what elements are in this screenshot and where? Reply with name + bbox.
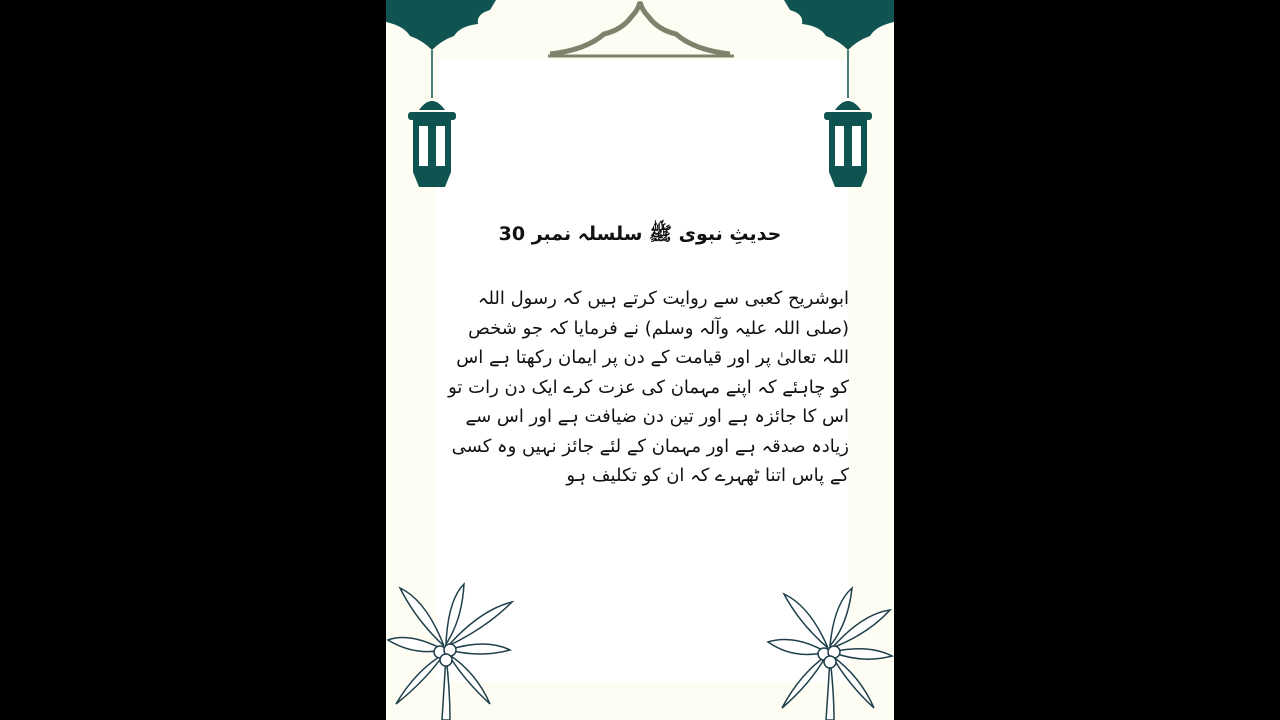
lantern-icon [386,0,498,190]
post-title: حدیثِ نبوی ﷺ سلسلہ نمبر 30 [498,223,782,245]
lantern-icon [782,0,894,190]
palm-tree-icon [386,580,516,720]
palm-tree-icon [764,584,894,720]
hadith-text: ابوشریح کعبی سے روایت کرتے ہیں کہ رسول اللہ (صلی اللہ علیہ وآلہ وسلم) نے فرمایا کہ جو شخص اللہ تعالیٰ پر اور قیامت کے دن پر ایمان رکھتا ہے اس کو چاہئے کہ اپنے مہمان کی عزت کرے ایک دن رات تو اس کا جائزہ ہے اور تین دن ضیافت ہے اور اس سے زیادہ صدقہ ہے اور مہمان کے لئے جائز نہیں وہ کسی کے پاس اتنا ٹھہرے کہ ان کو تکلیف ہو [448,288,849,486]
arch-ornament-icon [546,0,736,62]
